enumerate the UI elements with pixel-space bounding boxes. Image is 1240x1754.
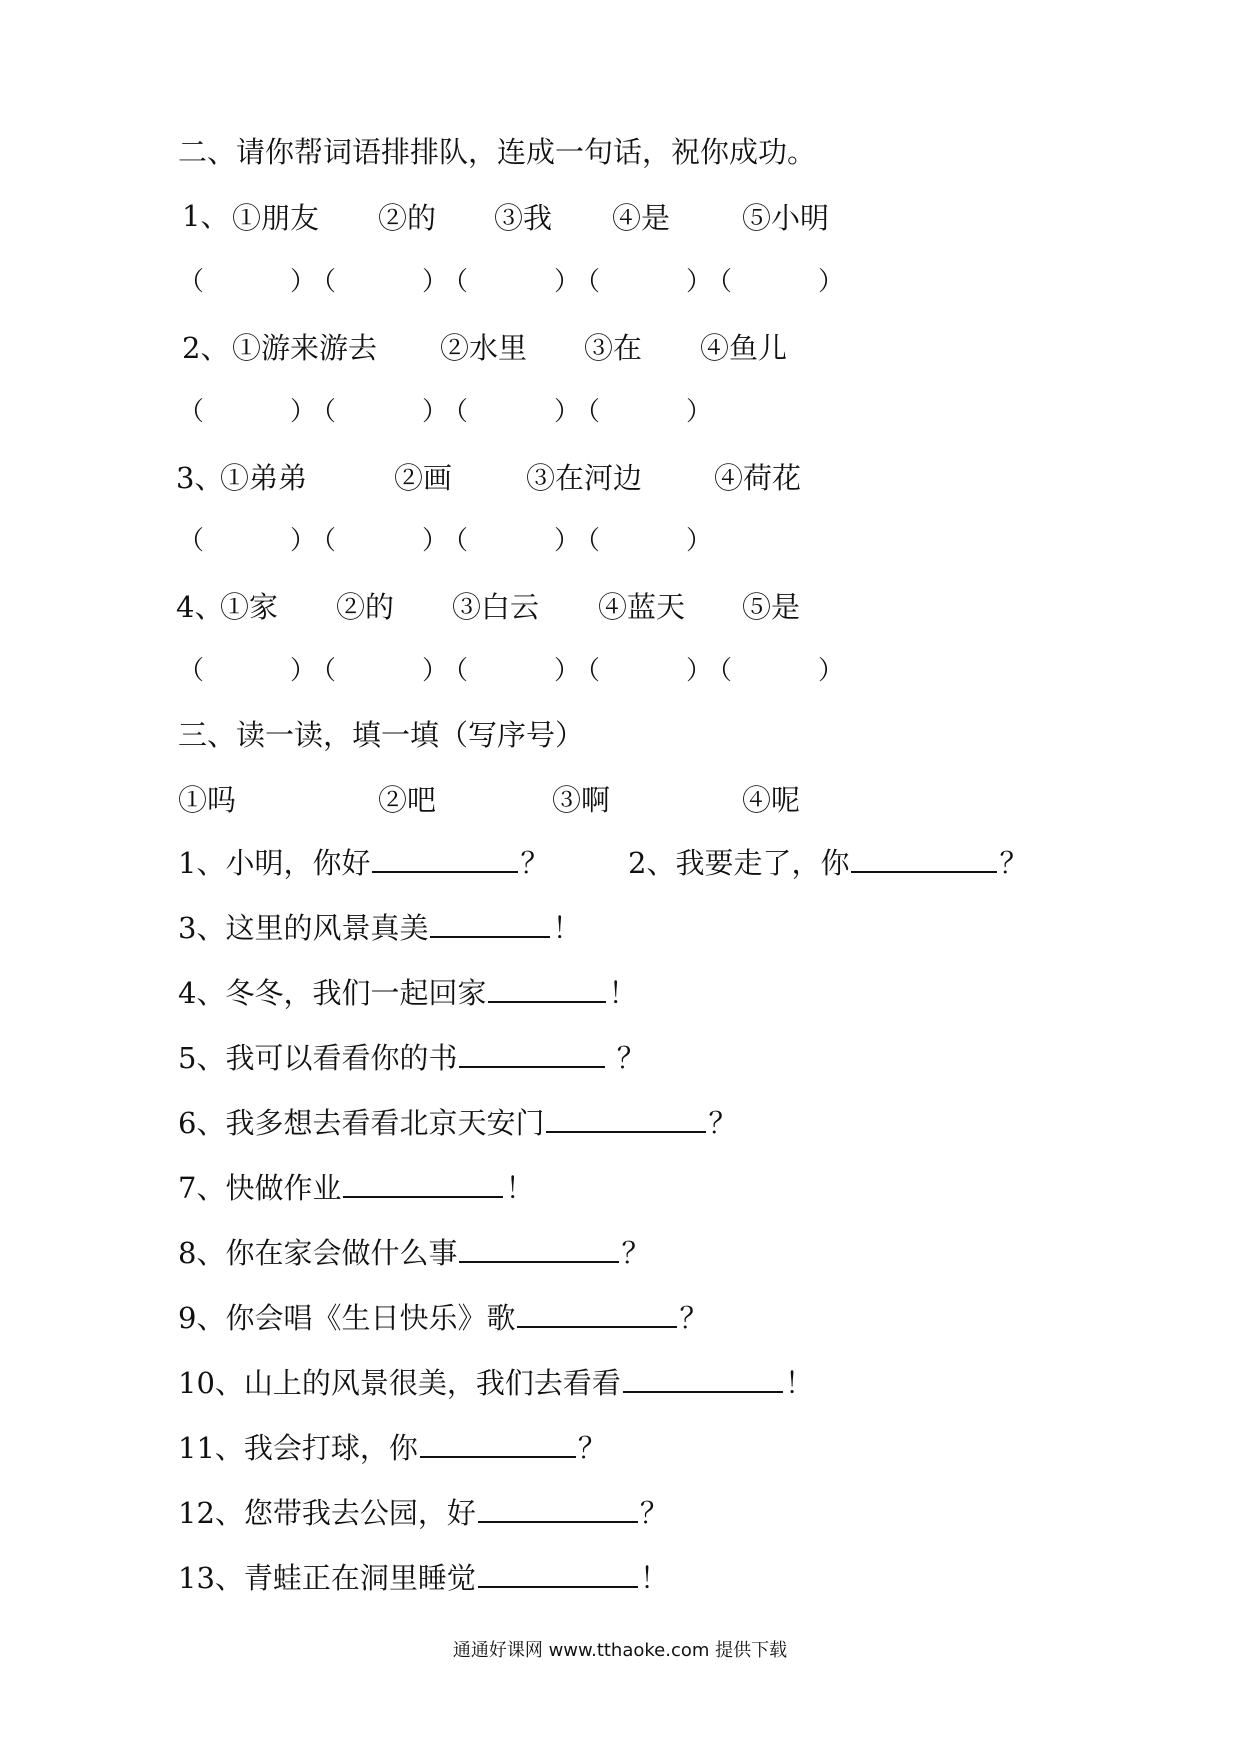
item-end-punct: ？ [616, 1041, 646, 1075]
paren-close: ） [554, 526, 581, 556]
question-1 [182, 196, 229, 236]
word-option: ①家 [220, 590, 279, 624]
paren-close: ） [686, 526, 713, 556]
fill-item-12 [178, 1493, 669, 1533]
paren-open: （ [706, 267, 733, 297]
paren-open: （ [442, 656, 469, 686]
word-option: ①朋友 [232, 201, 320, 235]
item-end-punct: ？ [520, 846, 550, 880]
item-end-punct: ！ [505, 1171, 535, 1205]
fill-item-13 [178, 1558, 669, 1598]
fill-item-10 [178, 1363, 814, 1403]
paren-close: ） [422, 267, 449, 297]
word-option: ④蓝天 [598, 590, 686, 624]
paren-open: （ [574, 397, 601, 427]
section2-title: 二、请你帮词语排排队，连成一句话，祝你成功。 [178, 135, 817, 169]
item-end-punct: ？ [639, 1496, 669, 1530]
paren-close: ） [818, 656, 845, 686]
answer-blank[interactable] [343, 1170, 503, 1198]
fill-item-3 [178, 908, 581, 948]
paren-close: ） [686, 397, 713, 427]
item-text: 快做作业 [225, 1171, 342, 1205]
paren-close: ） [422, 526, 449, 556]
answer-blank[interactable] [420, 1430, 576, 1458]
fill-item-4 [178, 973, 637, 1013]
paren-open: （ [574, 267, 601, 297]
paren-close: ） [554, 656, 581, 686]
word-option: ⑤是 [742, 590, 801, 624]
item-end-punct: ！ [552, 911, 582, 945]
item-text: 青蛙正在洞里睡觉 [243, 1561, 476, 1595]
answer-blank[interactable] [372, 845, 518, 873]
item-text: 我多想去看看北京天安门 [225, 1106, 545, 1140]
word-option: ③我 [494, 201, 553, 235]
item-end-punct: ？ [679, 1301, 709, 1335]
paren-open: （ [442, 267, 469, 297]
paren-open: （ [178, 267, 205, 297]
paren-open: （ [178, 656, 205, 686]
paren-open: （ [178, 526, 205, 556]
word-option: ⑤小明 [742, 201, 830, 235]
word-option: ①游来游去 [232, 331, 378, 365]
item-number: 10、 [178, 1366, 244, 1400]
item-text: 我会打球，你 [243, 1431, 418, 1465]
paren-open: （ [574, 526, 601, 556]
question-number: 2、 [182, 331, 230, 365]
paren-close: ） [554, 267, 581, 297]
word-option: ②水里 [440, 331, 528, 365]
answer-blank[interactable] [517, 1300, 677, 1328]
answer-blank[interactable] [459, 1235, 619, 1263]
item-number: 3、 [178, 911, 226, 945]
item-number: 2、 [628, 846, 676, 880]
paren-open: （ [310, 267, 337, 297]
answer-blank[interactable] [546, 1105, 706, 1133]
item-text: 我可以看看你的书 [225, 1041, 458, 1075]
fill-item-9 [178, 1298, 708, 1338]
paren-close: ） [422, 656, 449, 686]
page-footer: 通通好课网 www.tthaoke.com 提供下载 [452, 1640, 788, 1661]
fill-option: ②吧 [378, 783, 437, 817]
item-end-punct: ！ [608, 976, 638, 1010]
answer-blank[interactable] [478, 1495, 638, 1523]
word-option: ②的 [336, 590, 395, 624]
question-number: 1、 [182, 199, 230, 233]
word-option: ①弟弟 [220, 461, 308, 495]
item-text: 山上的风景很美，我们去看看 [243, 1366, 621, 1400]
item-end-punct: ？ [708, 1106, 738, 1140]
word-option: ③白云 [452, 590, 540, 624]
answer-blank[interactable] [478, 1560, 638, 1588]
item-number: 6、 [178, 1106, 226, 1140]
fill-item-11 [178, 1428, 607, 1468]
fill-item-7 [178, 1168, 534, 1208]
item-end-punct: ？ [621, 1236, 651, 1270]
item-number: 11、 [178, 1431, 244, 1465]
fill-item-1 [178, 843, 549, 883]
fill-item-8 [178, 1233, 650, 1273]
paren-close: ） [554, 397, 581, 427]
word-option: ②的 [378, 201, 437, 235]
item-text: 小明，你好 [225, 846, 371, 880]
item-end-punct: ？ [577, 1431, 607, 1465]
question-number: 4、 [176, 590, 224, 624]
paren-open: （ [310, 397, 337, 427]
paren-open: （ [442, 526, 469, 556]
word-option: ③在河边 [526, 461, 643, 495]
section3-title: 三、读一读，填一填（写序号） [178, 718, 585, 752]
paren-close: ） [290, 267, 317, 297]
paren-close: ） [818, 267, 845, 297]
answer-blank[interactable] [851, 845, 997, 873]
word-option: ④鱼儿 [700, 331, 788, 365]
fill-option: ③啊 [552, 783, 611, 817]
paren-close: ） [290, 656, 317, 686]
word-option: ④荷花 [714, 461, 802, 495]
word-option: ③在 [584, 331, 643, 365]
paren-close: ） [290, 397, 317, 427]
paren-open: （ [574, 656, 601, 686]
item-text: 我要走了，你 [675, 846, 850, 880]
paren-close: ） [422, 397, 449, 427]
paren-open: （ [310, 526, 337, 556]
word-option: ④是 [612, 201, 671, 235]
answer-blank[interactable] [623, 1365, 783, 1393]
item-number: 12、 [178, 1496, 244, 1530]
paren-open: （ [706, 656, 733, 686]
fill-item-5 [178, 1038, 646, 1078]
answer-blank[interactable] [430, 910, 550, 938]
paren-open: （ [178, 397, 205, 427]
item-end-punct: ！ [639, 1561, 669, 1595]
paren-close: ） [686, 267, 713, 297]
answer-blank[interactable] [459, 1040, 605, 1068]
item-number: 7、 [178, 1171, 226, 1205]
question-number: 3、 [176, 461, 224, 495]
paren-open: （ [442, 397, 469, 427]
item-number: 4、 [178, 976, 226, 1010]
fill-item-2 [628, 843, 1028, 883]
paren-close: ） [290, 526, 317, 556]
answer-blank[interactable] [488, 975, 606, 1003]
item-number: 1、 [178, 846, 226, 880]
item-number: 9、 [178, 1301, 226, 1335]
fill-item-6 [178, 1103, 737, 1143]
fill-option: ①吗 [178, 783, 237, 817]
item-text: 你在家会做什么事 [225, 1236, 458, 1270]
item-text: 您带我去公园，好 [243, 1496, 476, 1530]
fill-option: ④呢 [742, 783, 801, 817]
item-text: 这里的风景真美 [225, 911, 429, 945]
item-number: 13、 [178, 1561, 244, 1595]
word-option: ②画 [394, 461, 453, 495]
item-end-punct: ？ [999, 846, 1029, 880]
item-text: 冬冬，我们一起回家 [225, 976, 487, 1010]
item-number: 8、 [178, 1236, 226, 1270]
item-text: 你会唱《生日快乐》歌 [225, 1301, 516, 1335]
paren-close: ） [686, 656, 713, 686]
paren-open: （ [310, 656, 337, 686]
item-end-punct: ！ [784, 1366, 814, 1400]
item-number: 5、 [178, 1041, 226, 1075]
